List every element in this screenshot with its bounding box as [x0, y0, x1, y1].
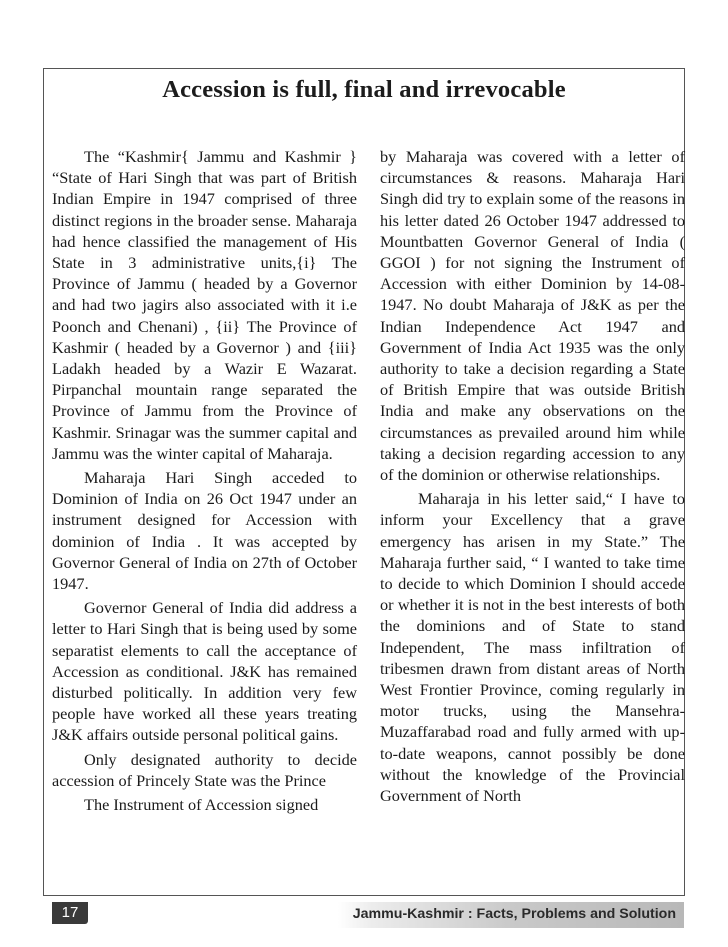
footer-book-title: Jammu-Kashmir : Facts, Problems and Solution: [352, 906, 676, 922]
paragraph: Only designated authority to decide accession of Princely State was the Prince: [52, 749, 357, 790]
article-title: Accession is full, final and irrevocable: [162, 76, 566, 103]
paragraph: Maharaja in his letter said,“ I have to inform your Excellency that a grave emergency has arisen in my State.” The Maharaja further said, “ I wanted to take time to decide to which Dominion I should accede or whether it is not in the best interests of both the dominions and of State to stand Independent, The mass infiltration of tribesmen drawn from distant areas of North West Frontier Province, coming regularly in motor trucks, using the Mansehra-Muzaffarabad road and fully armed with up-to-date weapons, cannot possibly be done without the knowledge of the Provincial Government of North: [380, 489, 685, 806]
paragraph: by Maharaja was covered with a letter of circumstances & reasons. Maharaja Hari Singh did try to explain some of the reasons in his letter dated 26 October 1947 addressed to Mountbatten Governor General of India ( GGOI ) for not signing the Instrument of Accession with either Dominion by 14-08-1947. No doubt Maharaja of J&K as per the Indian Independence Act 1947 and Government of India Act 1935 was the only authority to take a decision regarding a State of British Empire that was outside British India and make any observations on the circumstances as prevailed around him while taking a decision regarding accession to any of the dominion or otherwise relationships.: [380, 147, 685, 485]
left-column: [52, 146, 357, 815]
right-column: [380, 146, 685, 806]
paragraph: The Instrument of Accession signed: [84, 795, 319, 815]
paragraph: Governor General of India did address a letter to Hari Singh that is being used by some separatist elements to call the acceptance of Accession as conditional. J&K has remained disturbed politically. In addition very few people have worked all these years treating J&K affairs outside personal political gains.: [52, 598, 357, 745]
paragraph: The “Kashmir{ Jammu and Kashmir } “State of Hari Singh that was part of British Indian Empire in 1947 comprised of three distinct regions in the broader sense. Maharaja had hence classified the management of His State in 3 administrative units,{i} The Province of Jammu ( headed by a Governor and had two jagirs also associated with it i.e Poonch and Chenani) , {ii} The Province of Kashmir ( headed by a Governor ) and {iii} Ladakh headed by a Wazir E Wazarat. Pirpanchal mountain range separated the Province of Jammu from the Province of Kashmir. Srinagar was the summer capital and Jammu was the winter capital of Maharaja.: [52, 147, 357, 463]
page-number: 17: [52, 902, 88, 924]
paragraph: Maharaja Hari Singh acceded to Dominion of India on 26 Oct 1947 under an instrument designed for Accession with dominion of India . It was accepted by Governor General of India on 27th of October 1947.: [52, 468, 357, 594]
